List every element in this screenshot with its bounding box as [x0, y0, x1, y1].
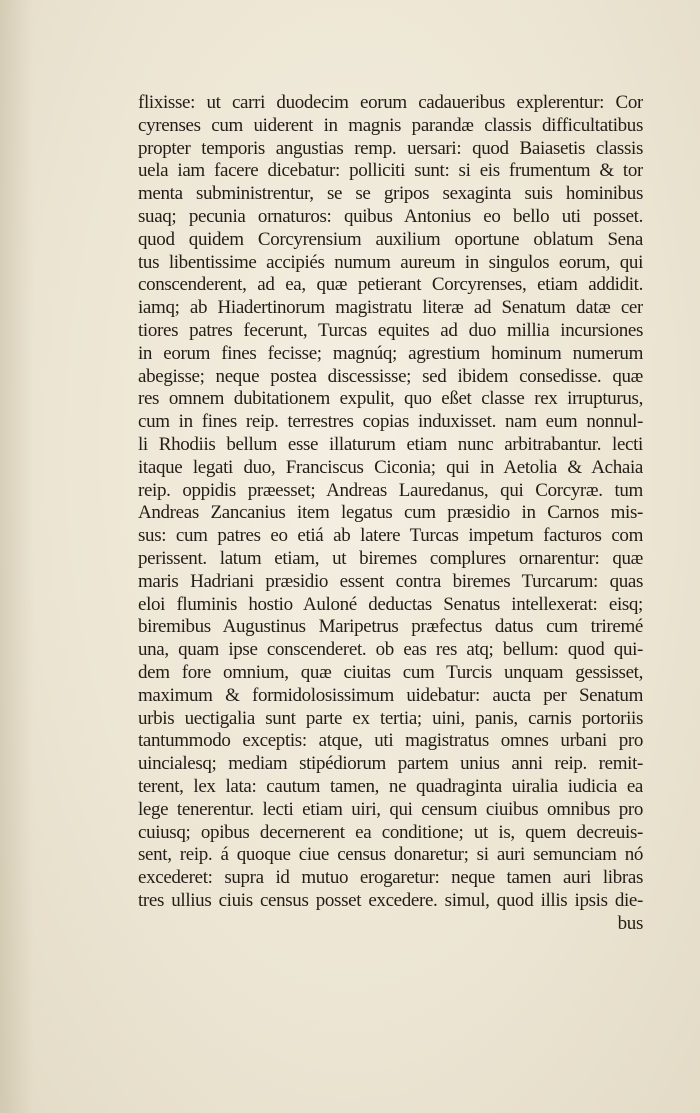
text-line: perissent. latum etiam, ut biremes complures ornarentur: quæ: [138, 547, 643, 569]
text-line: lege tenerentur. lecti etiam uiri, qui censum ciuibus omnibus pro: [138, 798, 643, 820]
text-line: excederet: supra id mutuo erogaretur: neque tamen auri libras: [138, 867, 643, 889]
text-line: sent, reip. á quoque ciue census donaretur; si auri semunciam nó: [138, 844, 643, 866]
text-line: una, quam ipse conscenderet. ob eas res atq; bellum: quod qui-: [138, 639, 643, 661]
text-line: suaq; pecunia ornaturos: quibus Antonius eo bello uti posset.: [138, 205, 643, 227]
text-line: terent, lex lata: cautum tamen, ne quadraginta uiralia iudicia ea: [138, 775, 643, 797]
text-line: tus libentissime accipiés numum aureum in singulos eorum, qui: [138, 251, 643, 273]
text-line: res omnem dubitationem expulit, quo eßet classe rex irrupturus,: [138, 388, 643, 410]
text-line: maris Hadriani præsidio essent contra biremes Turcarum: quas: [138, 570, 643, 592]
latin-text-block: [138, 92, 643, 935]
text-line: eloi fluminis hostio Auloné deductas Senatus intellexerat: eisq;: [138, 593, 643, 615]
text-line: urbis uectigalia sunt parte ex tertia; uini, panis, carnis portoriis: [138, 707, 643, 729]
text-line: tantummodo exceptis: atque, uti magistratus omnes urbani pro: [138, 730, 643, 752]
text-line: flixisse: ut carri duodecim eorum cadaueribus explerentur: Cor: [138, 92, 643, 113]
text-line: cum in fines reip. terrestres copias induxisset. nam eum nonnul-: [138, 411, 643, 433]
text-line: in eorum fines fecisse; magnúq; agrestium hominum numerum: [138, 342, 643, 364]
text-line: cuiusq; opibus decernerent ea conditione; ut is, quem decreuis-: [138, 821, 643, 843]
text-line: sus: cum patres eo etiá ab latere Turcas impetum facturos com: [138, 525, 643, 547]
text-line: li Rhodiis bellum esse illaturum etiam nunc arbitrabantur. lecti: [138, 433, 643, 455]
text-line: conscenderent, ad ea, quæ petierant Corcyrenses, etiam addidit.: [138, 274, 643, 296]
text-line: Andreas Zancanius item legatus cum præsidio in Carnos mis-: [138, 502, 643, 524]
text-line: uela iam facere dicebatur: polliciti sunt: si eis frumentum & tor: [138, 160, 643, 182]
text-line: biremibus Augustinus Maripetrus præfectus datus cum triremé: [138, 616, 643, 638]
text-line: dem fore omnium, quæ ciuitas cum Turcis unquam gessisset,: [138, 661, 643, 683]
text-line: tres ullius ciuis census posset excedere. simul, quod illis ipsis die-: [138, 889, 643, 911]
text-line: menta subministrentur, se se gripos sexaginta suis hominibus: [138, 183, 643, 205]
text-line: uincialesq; mediam stipédiorum partem unius anni reip. remit-: [138, 753, 643, 775]
text-line: itaque legati duo, Franciscus Ciconia; qui in Aetolia & Achaia: [138, 456, 643, 478]
text-line: iamq; ab Hiadertinorum magistratu literæ ad Senatum datæ cer: [138, 297, 643, 319]
text-line: quod quidem Corcyrensium auxilium oportune oblatum Sena: [138, 228, 643, 250]
text-line: cyrenses cum uiderent in magnis parandæ classis difficultatibus: [138, 114, 643, 136]
text-line: propter temporis angustias remp. uersari: quod Baiasetis classis: [138, 137, 643, 159]
text-line: maximum & formidolosissimum uidebatur: aucta per Senatum: [138, 684, 643, 706]
text-line: abegisse; neque postea discessisse; sed ibidem consedisse. quæ: [138, 365, 643, 387]
page-edge-shadow: [0, 0, 34, 1113]
catchword: bus: [617, 912, 643, 934]
text-line: reip. oppidis præesset; Andreas Lauredanus, qui Corcyræ. tum: [138, 479, 643, 501]
text-line: tiores patres fecerunt, Turcas equites ad duo millia incursiones: [138, 319, 643, 341]
